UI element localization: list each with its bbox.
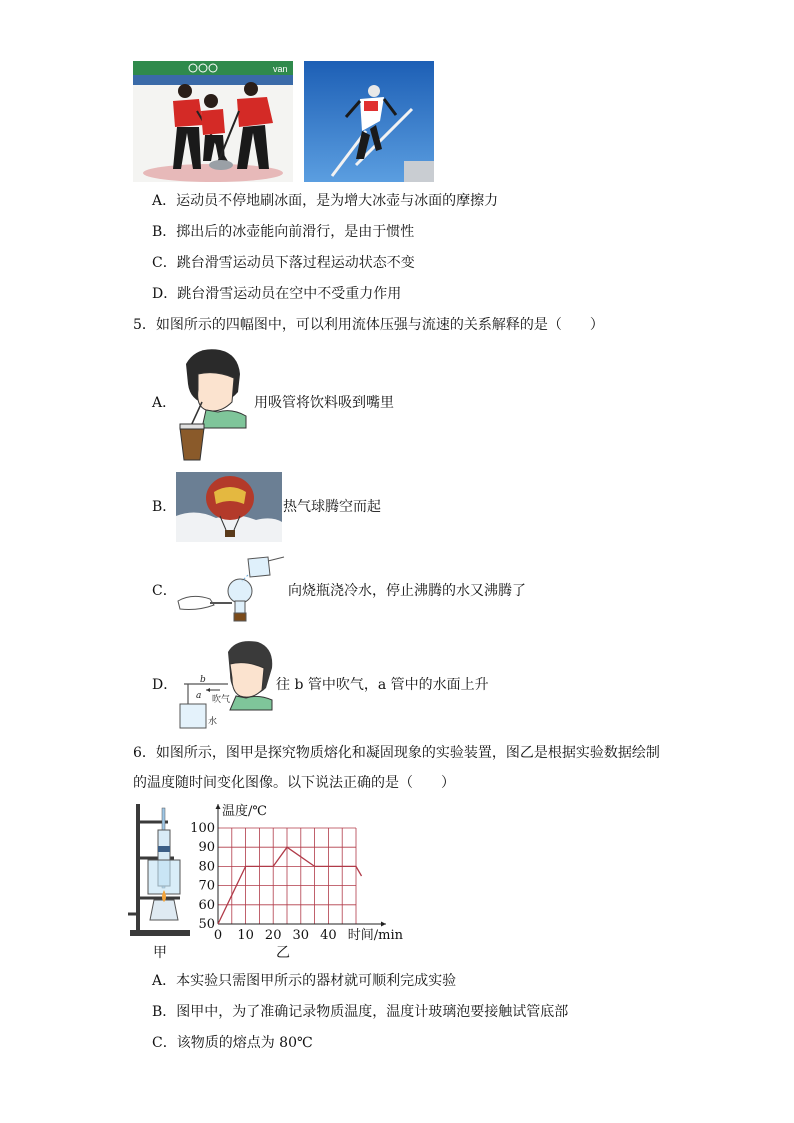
option-text: 图甲中，为了准确记录物质温度，温度计玻璃泡要接触试管底部 [176, 1004, 569, 1020]
x-axis-arrow [381, 922, 386, 927]
x-tick-label: 0 [213, 928, 223, 943]
blowing-tube-illustration [176, 638, 276, 730]
y-tick-label: 100 [190, 821, 215, 836]
q6-stem-line1: 6．如图所示，图甲是探究物质熔化和凝固现象的实验装置，图乙是根据实验数据绘制 [133, 745, 660, 761]
y-tick-label: 60 [198, 897, 215, 913]
label-b: b [200, 675, 206, 685]
q4-option-d [152, 284, 401, 304]
q4-option-b [152, 222, 414, 242]
option-text: 跳台滑雪运动员在空中不受重力作用 [177, 286, 402, 302]
label-blow: 吹气 [212, 695, 231, 705]
option-label: C． [152, 1035, 177, 1051]
figure-label-yi: 乙 [276, 945, 290, 961]
q5-option-a-text: 用吸管将饮料吸到嘴里 [254, 395, 394, 411]
curling-photo [133, 61, 293, 182]
q5-option-c-text: 向烧瓶浇冷水，停止沸腾的水又沸腾了 [288, 583, 526, 599]
straw-drinking-illustration [176, 344, 252, 462]
ski-jump-photo [304, 61, 434, 182]
q6-option-a [152, 971, 456, 991]
q5-option-d-text: 往 b 管中吹气，a 管中的水面上升 [276, 677, 489, 693]
q5-option-b-text: 热气球腾空而起 [283, 499, 381, 515]
melting-apparatus-illustration [128, 802, 194, 938]
x-tick-label: 10 [237, 928, 254, 943]
q4-option-c [152, 253, 415, 273]
label-water: 水 [208, 717, 218, 727]
option-label: B． [152, 1004, 177, 1020]
q5-option-a-label: A． [152, 395, 177, 411]
x-tick-label: 20 [264, 928, 282, 943]
option-text: 该物质的熔点为 80℃ [176, 1035, 313, 1051]
temperature-time-chart-svg [190, 800, 406, 946]
y-axis-label: 温度/℃ [222, 804, 267, 819]
option-label: B． [152, 224, 177, 240]
option-text: 跳台滑雪运动员下落过程运动状态不变 [176, 255, 415, 271]
temperature-time-chart [190, 800, 406, 946]
flask-cold-water-illustration [176, 553, 288, 625]
option-text: 掷出后的冰壶能向前滑行，是由于惯性 [176, 224, 415, 240]
option-label: A． [152, 193, 177, 209]
y-tick-label: 80 [198, 859, 215, 875]
q6-option-b [152, 1002, 568, 1022]
banner-text: van [273, 64, 288, 74]
option-text: 运动员不停地刷冰面，是为增大冰壶与冰面的摩擦力 [176, 193, 499, 209]
x-tick-label: 30 [292, 928, 310, 943]
hot-air-balloon-photo [176, 472, 282, 542]
q6-option-c [152, 1033, 313, 1053]
option-label: A． [152, 973, 177, 989]
option-text: 本实验只需图甲所示的器材就可顺利完成实验 [176, 973, 457, 989]
option-label: C． [152, 255, 177, 271]
y-axis-arrow [216, 804, 221, 809]
q5-option-b-label: B． [152, 499, 177, 515]
q5-stem: 5．如图所示的四幅图中，可以利用流体压强与流速的关系解释的是（ ） [133, 317, 604, 333]
x-tick-label: 40 [320, 928, 337, 943]
figure-label-jia: 甲 [153, 945, 167, 961]
x-axis-label: 时间/min [347, 928, 403, 943]
y-tick-label: 90 [198, 840, 215, 856]
label-a: a [196, 691, 202, 701]
q4-option-a [152, 191, 498, 211]
q5-option-c-label: C． [152, 583, 177, 599]
q5-option-d-label: D． [152, 677, 178, 693]
y-tick-label: 50 [198, 917, 215, 932]
y-tick-label: 70 [198, 878, 215, 894]
option-label: D． [152, 286, 178, 302]
q6-stem-line2: 的温度随时间变化图像。以下说法正确的是（ ） [133, 775, 455, 791]
